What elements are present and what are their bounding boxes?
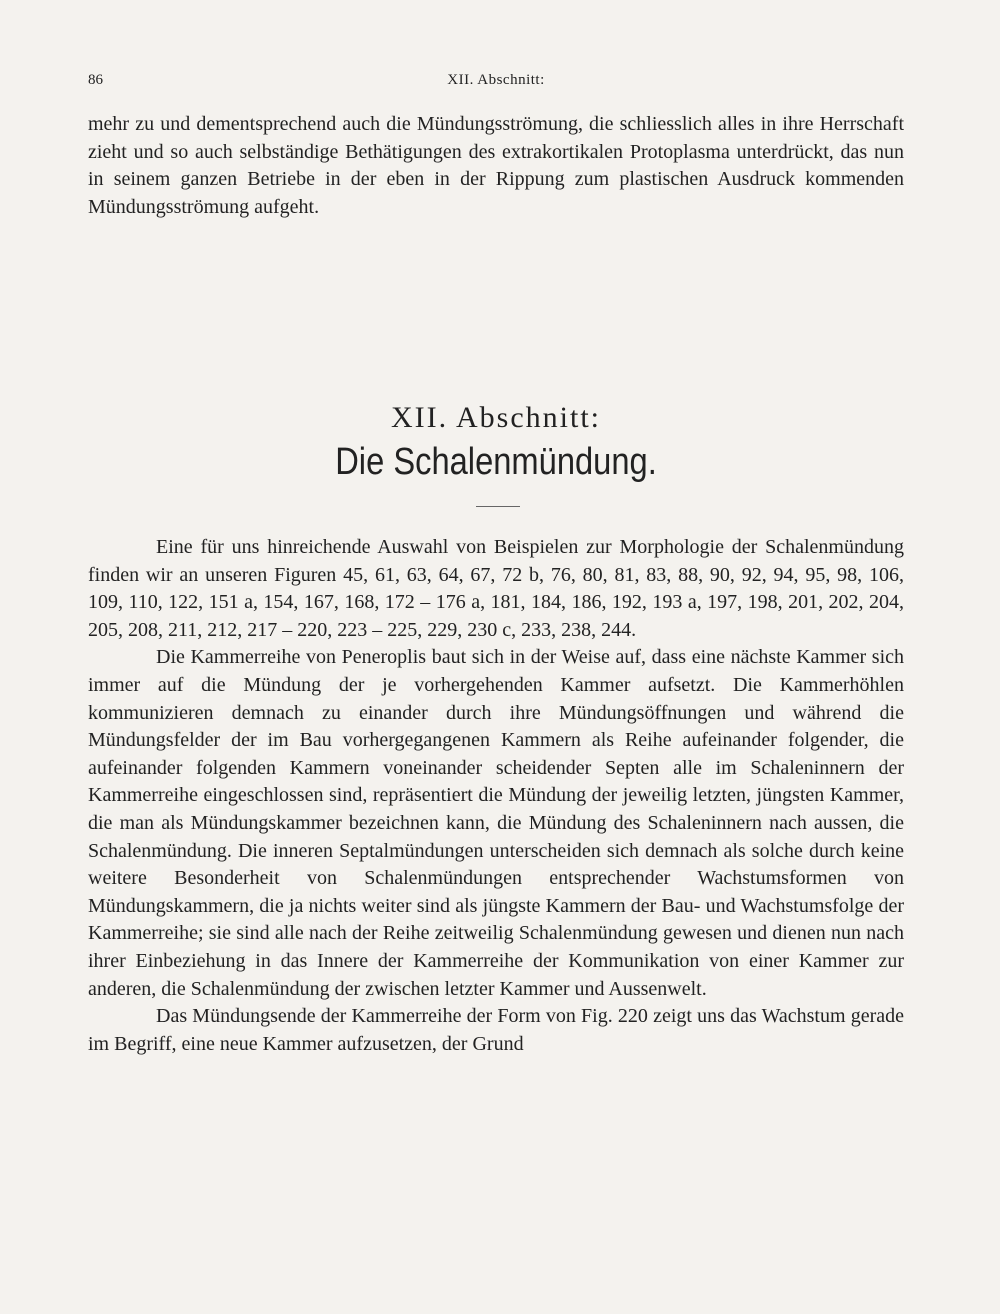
paragraph-kammerreihe: Die Kammerreihe von Peneroplis baut sich in der Weise auf, dass eine nächste Kammer sich immer auf die Mündung der je vorhergehenden Kammer aufsetzt. Die Kammerhöhlen kommunizieren demnach zu einander durch ihre Mündungsöffnungen und während die Mündungsfelder der im Bau vorhergegangenen Kammern als Reihe aufeinander folgender, die aufeinander folgenden Kammern voneinander scheidender Septen alle im Schaleninnern der Kammerreihe eingeschlossen sind, repräsentiert die Mündung der jeweilig letzten, jüngsten Kammer, die man als Mündungskammer bezeichnen kann, die Mündung des Schaleninnern nach aussen, die Schalenmündung. Die inneren Septalmündungen unterscheiden sich demnach als solche durch keine weitere Besonderheit von Schalenmündungen entsprechender Wachstumsformen von Mündungskammern, die ja nichts weiter sind als jüngste Kammern der Bau- und Wachstumsfolge der Kammerreihe; sie sind alle nach der Reihe zeitweilig Schalenmündung gewesen und dienen nun nach ihrer Einbeziehung in das Innere der Kammerreihe der Kommunikation von einer Kammer zur anderen, die Schalenmündung der zwischen letzter Kammer und Aussenwelt. — [88, 646, 904, 1000]
page-number: 86 — [88, 72, 103, 88]
continuation-paragraph-block — [88, 111, 904, 221]
running-head-title: XII. Abschnitt: — [447, 72, 545, 88]
continuation-paragraph: mehr zu und dementsprechend auch die Mündungsströmung, die schliesslich alles in ihre Herrschaft zieht und so auch selbständige Bethätigungen des extrakortikalen Protoplasma unterdrückt, das nun in seinem ganzen Betriebe in der eben in der Rippung zum plastischen Ausdruck kommenden Mündungsströmung aufgeht. — [88, 113, 904, 218]
paragraph-muendungsende: Das Mündungsende der Kammerreihe der Form von Fig. 220 zeigt uns das Wachstum gerade im Begriff, eine neue Kammer aufzusetzen, der Grund — [88, 1005, 904, 1055]
section-divider-rule — [476, 506, 520, 507]
main-text-block — [88, 534, 904, 1058]
section-number: XII. Abschnitt: — [391, 401, 601, 434]
paragraph-figure-list: Eine für uns hinreichende Auswahl von Beispielen zur Morphologie der Schalenmündung finden wir an unseren Figuren 45, 61, 63, 64, 67, 72 b, 76, 80, 81, 83, 88, 90, 92, 94, 95, 98, 106, 109, 110, 122, 151 a, 154, 167, 168, 172 – 176 a, 181, 184, 186, 192, 193 a, 197, 198, 201, 202, 204, 205, 208, 211, 212, 217 – 220, 223 – 225, 229, 230 c, 233, 238, 244. — [88, 536, 904, 641]
running-head — [88, 72, 904, 96]
section-heading — [88, 398, 904, 486]
section-title: Die Schalenmündung. — [335, 441, 657, 483]
